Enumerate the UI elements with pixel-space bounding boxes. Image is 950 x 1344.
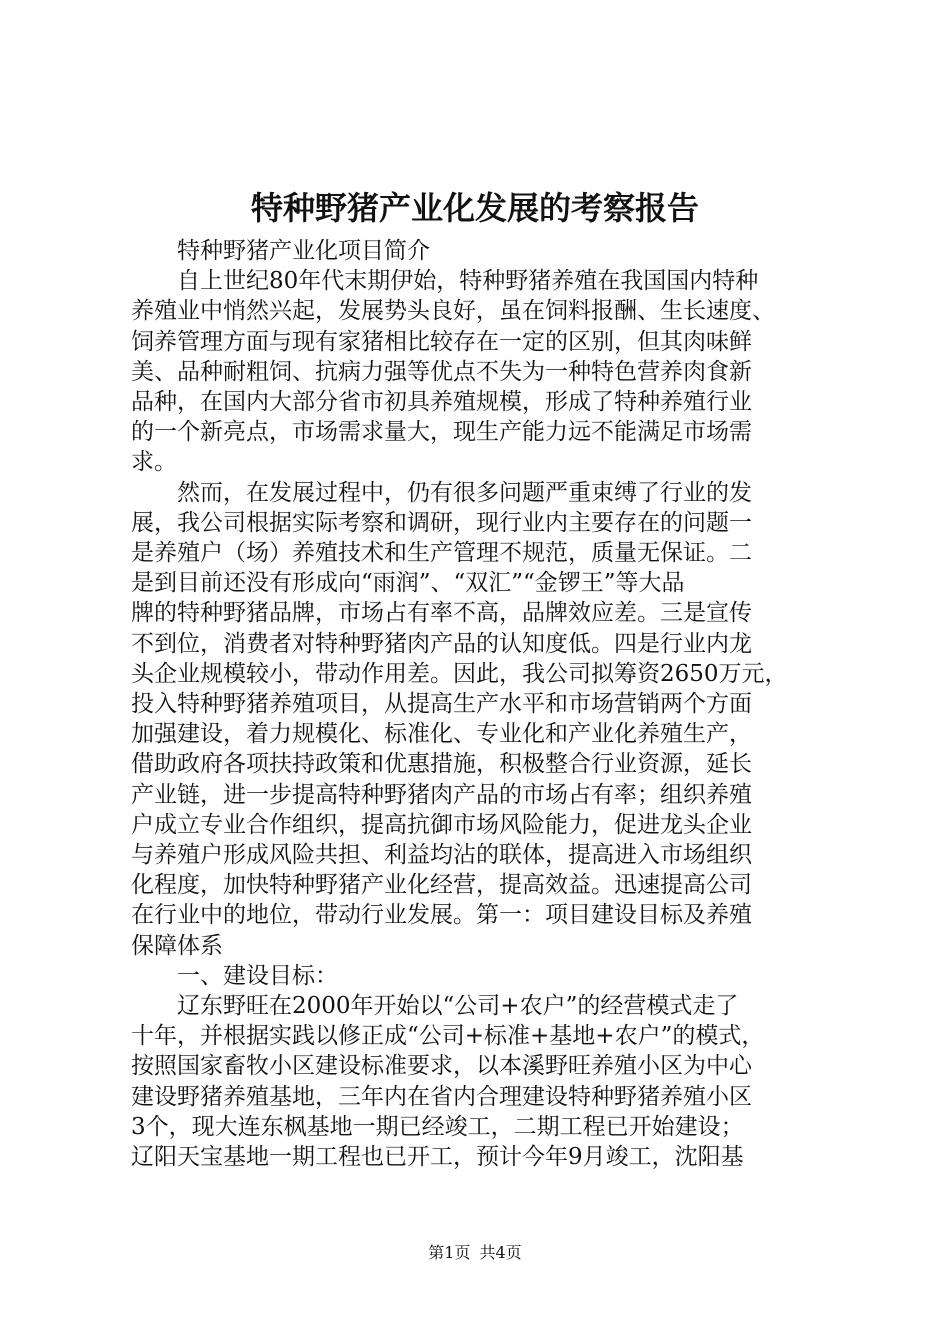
text-line: 是养殖户（场）养殖技术和生产管理不规范，质量无保证。二 (131, 540, 752, 567)
text-line: 然而，在发展过程中，仍有很多问题严重束缚了行业的发 (177, 479, 752, 506)
text-line: 按照国家畜牧小区建设标准要求，以本溪野旺养殖小区为中心 (131, 1053, 752, 1080)
paragraph (131, 236, 841, 266)
text-line: 特种野猪产业化项目简介 (177, 238, 430, 264)
text-line: 在行业中的地位，带动行业发展。第一：项目建设目标及养殖 (131, 902, 752, 929)
text-line: 化程度，加快特种野猪产业化经营，提高效益。迅速提高公司 (131, 872, 752, 899)
text-line: 头企业规模较小，带动作用差。因此，我公司拟筹资2650万元， (131, 660, 788, 687)
text-line: 辽东野旺在2000年开始以“公司+农户”的经营模式走了 (177, 993, 739, 1020)
text-line: 是到目前还没有形成向“雨润”、“双汇”“金锣王”等大品 (131, 570, 685, 597)
document-body (131, 236, 841, 1172)
page-footer (0, 1242, 950, 1264)
paragraph (131, 478, 841, 961)
text-line: 饲养管理方面与现有家猪相比较存在一定的区别，但其肉味鲜 (131, 328, 752, 355)
text-line: 户成立专业合作组织，提高抗御市场风险能力，促进龙头企业 (131, 811, 752, 838)
page-total: 共4页 (479, 1243, 522, 1262)
text-line: 美、品种耐粗饲、抗病力强等优点不失为一种特色营养肉食新 (131, 358, 752, 385)
text-line: 保障体系 (131, 932, 223, 959)
page-number: 第1页 (428, 1243, 471, 1262)
paragraph (131, 961, 841, 991)
text-line: 产业链，进一步提高特种野猪肉产品的市场占有率；组织养殖 (131, 781, 752, 808)
text-line: 养殖业中悄然兴起，发展势头良好，虽在饲料报酬、生长速度、 (131, 298, 775, 325)
text-line: 与养殖户形成风险共担、利益均沾的联体，提高进入市场组织 (131, 842, 752, 869)
text-line: 展，我公司根据实际考察和调研，现行业内主要存在的问题一 (131, 509, 752, 536)
text-line: 自上世纪80年代末期伊始，特种野猪养殖在我国国内特种 (177, 268, 759, 295)
text-line: 的一个新亮点，市场需求量大，现生产能力远不能满足市场需 (131, 419, 752, 446)
text-line: 投入特种野猪养殖项目，从提高生产水平和市场营销两个方面 (131, 691, 752, 718)
document-title: 特种野猪产业化发展的考察报告 (250, 189, 699, 227)
text-line: 建设野猪养殖基地，三年内在省内合理建设特种野猪养殖小区 (131, 1083, 752, 1110)
text-line: 加强建设，着力规模化、标准化、专业化和产业化养殖生产， (131, 721, 752, 748)
paragraph (131, 266, 841, 477)
text-line: 品种，在国内大部分省市初具养殖规模，形成了特种养殖行业 (131, 389, 752, 416)
text-line: 3个，现大连东枫基地一期已经竣工，二期工程已开始建设； (131, 1113, 744, 1140)
text-line: 牌的特种野猪品牌，市场占有率不高，品牌效应差。三是宣传 (131, 600, 752, 627)
text-line: 辽阳天宝基地一期工程也已开工，预计今年9月竣工，沈阳基 (131, 1144, 744, 1171)
text-line: 一、建设目标： (177, 962, 338, 989)
text-line: 求。 (131, 449, 177, 476)
text-line: 借助政府各项扶持政策和优惠措施，积极整合行业资源，延长 (131, 751, 752, 778)
paragraph (131, 991, 841, 1172)
text-line: 十年，并根据实践以修正成“公司+标准+基地+农户”的模式， (131, 1023, 765, 1050)
text-line: 不到位，消费者对特种野猪肉产品的认知度低。四是行业内龙 (131, 630, 752, 657)
